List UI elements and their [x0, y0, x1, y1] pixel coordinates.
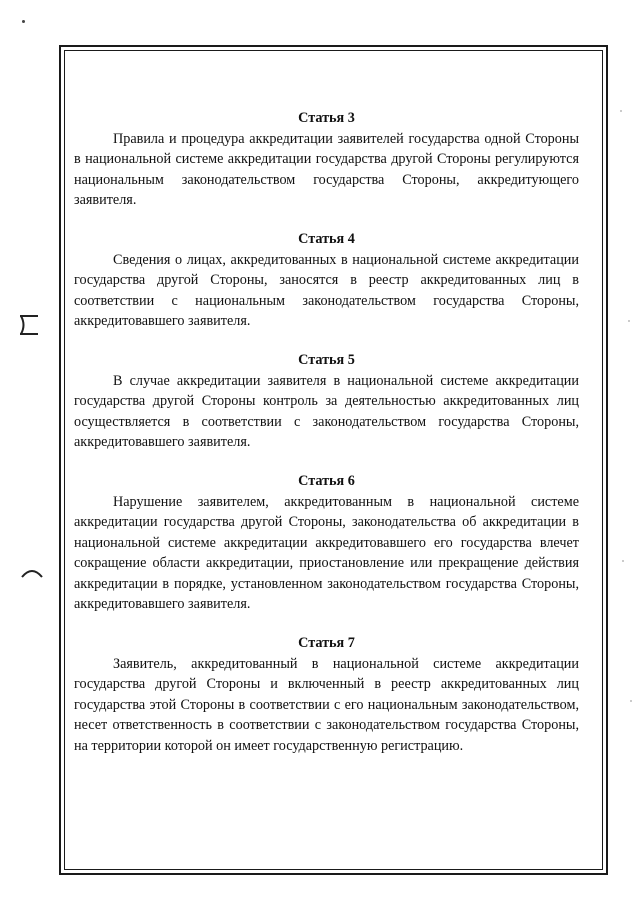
article-text: В случае аккредитации заявителя в национальной системе аккредитации государства другой Стороны контроль за деятельностью аккредитованных лиц осуществляется в соответствии с законодательством государства Стороны, аккредитовавшего заявителя.: [74, 372, 579, 451]
binding-mark-icon: [18, 312, 40, 338]
article-heading: Статья 6: [298, 472, 355, 489]
article-heading: Статья 5: [298, 351, 355, 368]
scan-speck: [22, 20, 25, 23]
document-body: [74, 108, 579, 775]
article-text: Заявитель, аккредитованный в национальной системе аккредитации государства другой Стороны и включенный в реестр аккредитованных лиц государства этой Стороны в соответствии с его национальным законодательством, несет ответственность в соответствии с законодательством государства Стороны, на территории которой он имеет государственную регистрацию.: [74, 655, 579, 755]
article-heading: Статья 4: [298, 230, 355, 247]
article-5: [74, 350, 579, 453]
article-6: [74, 471, 579, 615]
article-heading: Статья 7: [298, 635, 355, 652]
article-7: [74, 633, 579, 757]
article-heading: Статья 3: [298, 110, 355, 126]
article-text: Нарушение заявителем, аккредитованным в национальной системе аккредитации государства другой Стороны, законодательства об аккредитации в национальной системе аккредитации аккредитовавшего его государства влечет сокращение области аккредитации, приостановление или прекращение действия аккредитации в порядке, установленном законодательством государства Стороны, аккредитовавшего заявителя.: [74, 493, 579, 613]
punch-hole-mark-icon: [20, 565, 44, 579]
article-text: Правила и процедура аккредитации заявителей государства одной Стороны в национальной системе аккредитации государства другой Стороны регулируются национальным законодательством государства Стороны, аккредитующего заявителя.: [74, 130, 579, 209]
article-text: Сведения о лицах, аккредитованных в национальной системе аккредитации государства другой Стороны, заносятся в реестр аккредитованных лиц в соответствии с национальным законодательством государства Стороны, аккредитовавшего заявителя.: [74, 251, 579, 330]
article-3: [74, 108, 579, 211]
article-4: [74, 229, 579, 332]
